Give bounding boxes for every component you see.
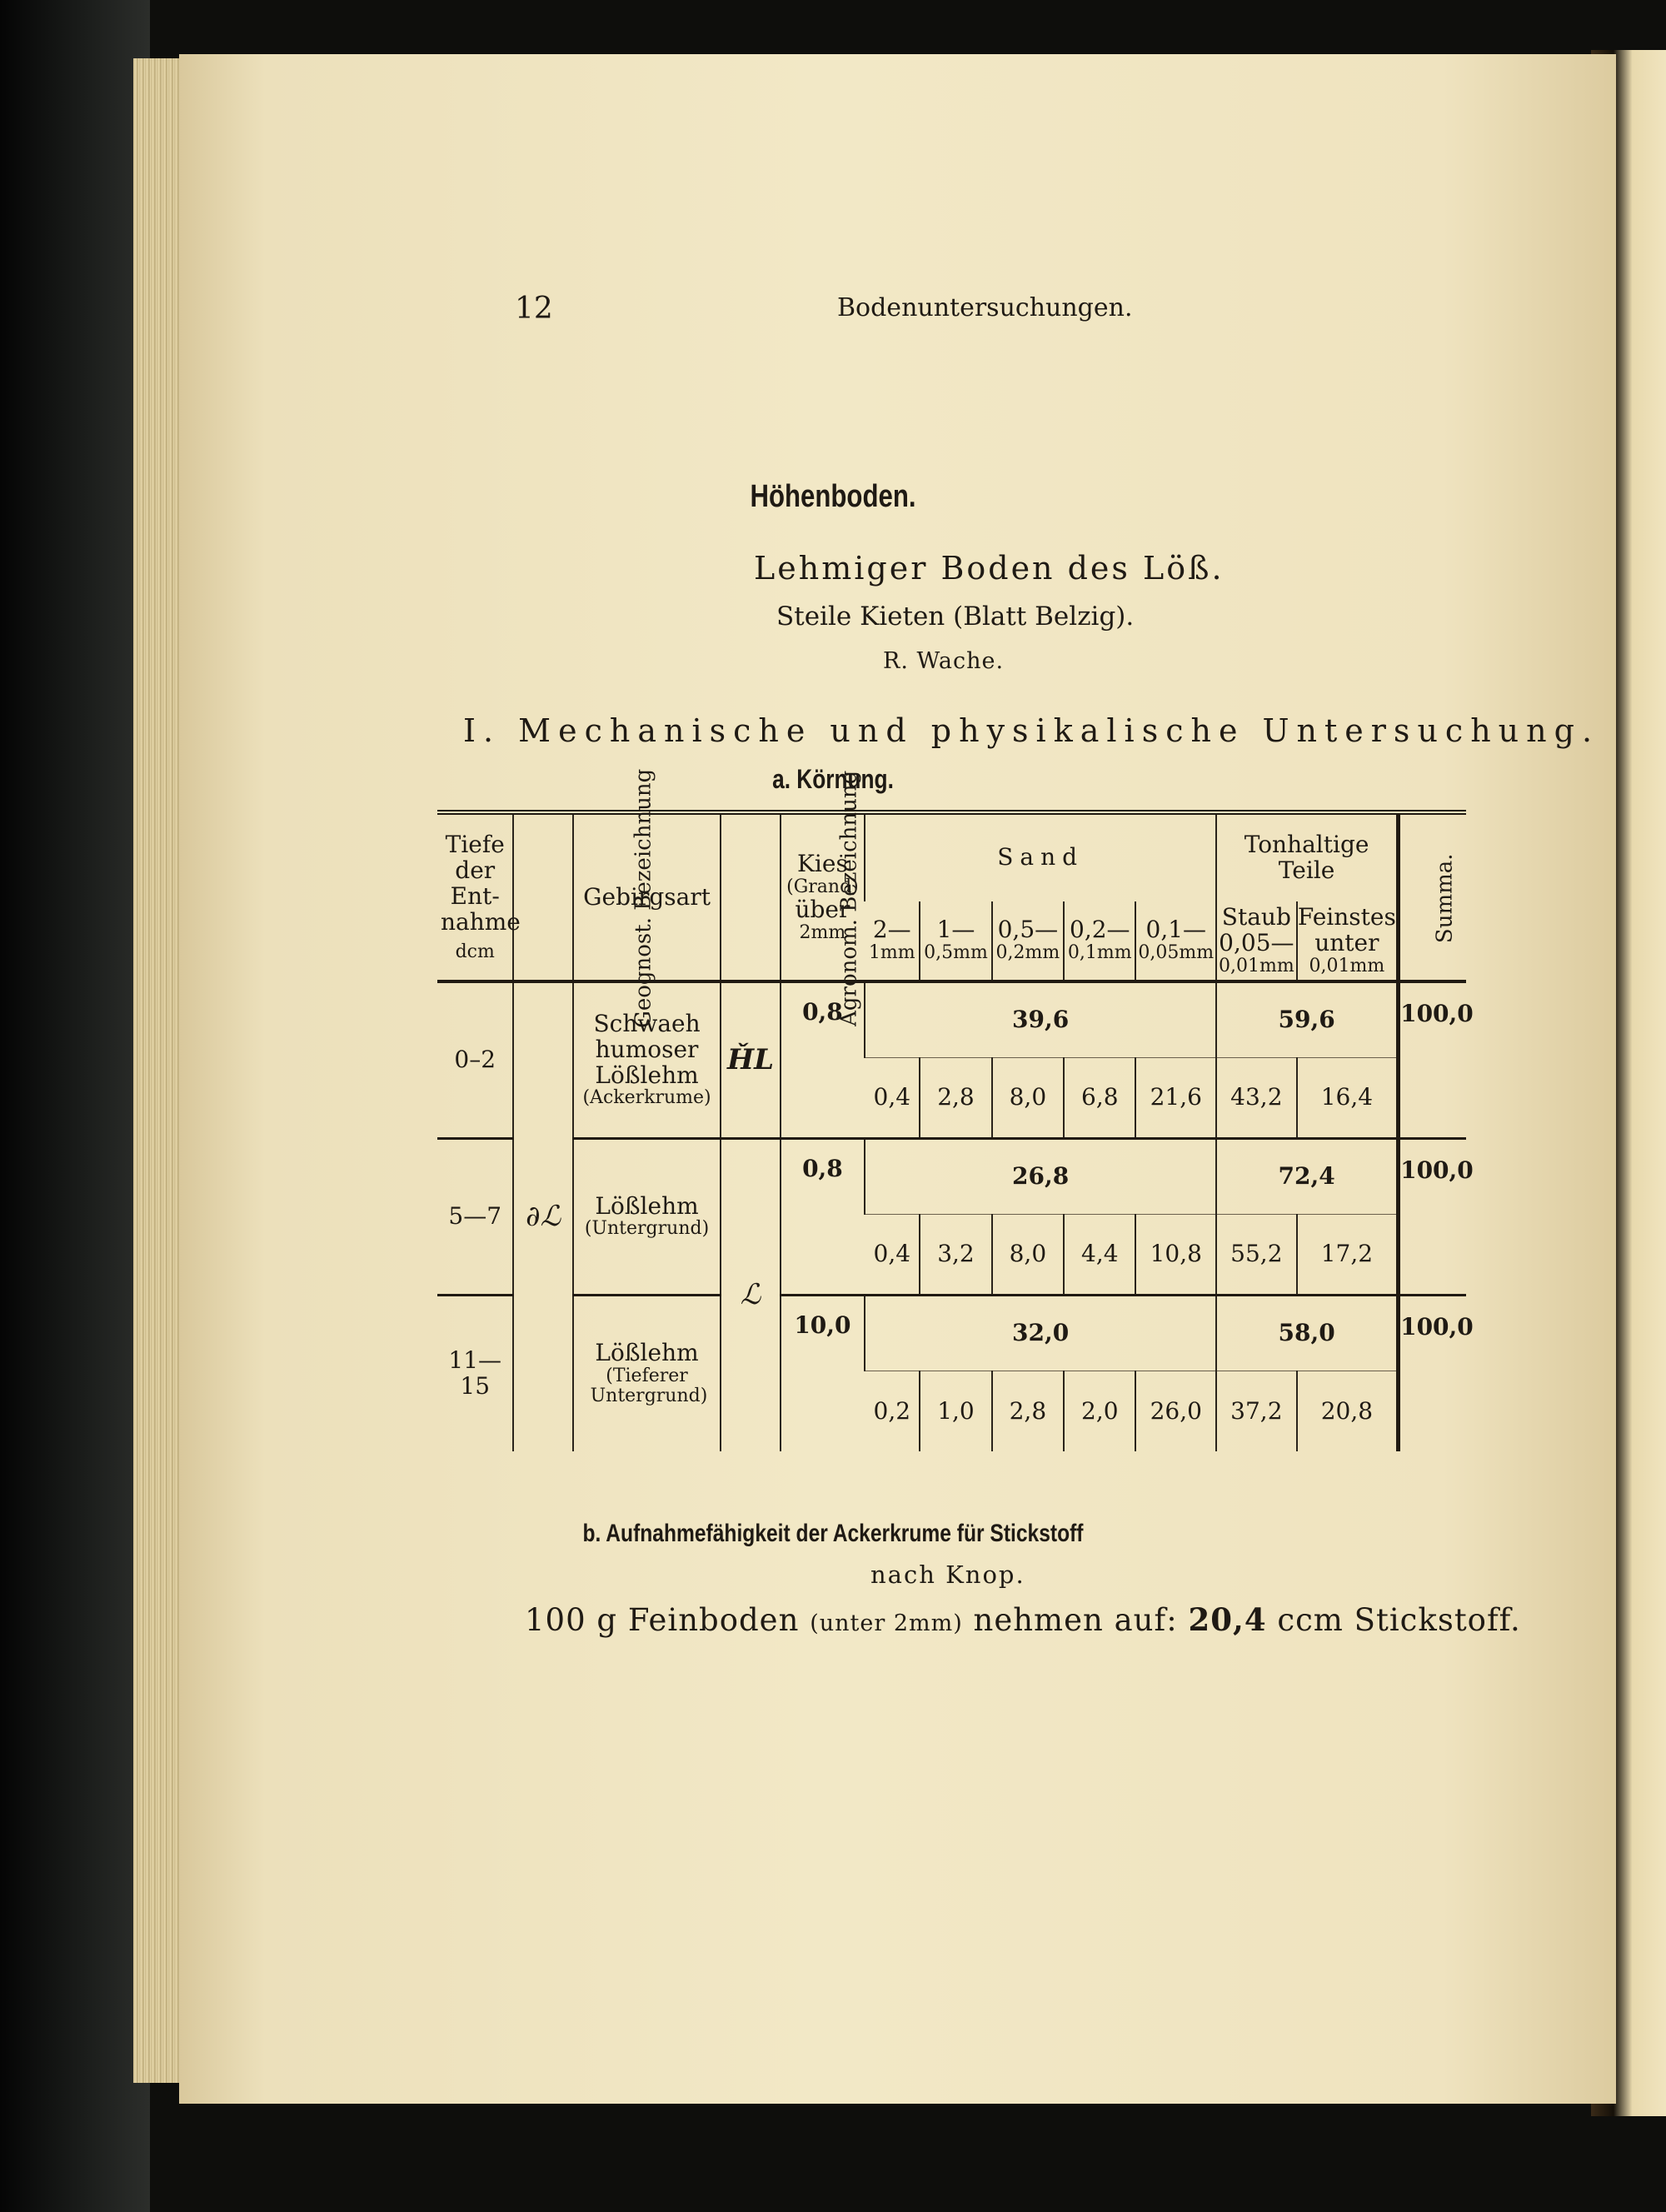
cell-ton: 20,8 [1297, 1371, 1399, 1451]
cell-sand-total: 26,8 [865, 1138, 1216, 1214]
cell-sand: 1,0 [920, 1371, 991, 1451]
header-kies: Kies (Grand) über 2mm [781, 812, 865, 981]
heading-subtitle: Lehmiger Boden des Löß. [754, 550, 1225, 587]
cell-summa: 100,0 [1399, 981, 1466, 1138]
header-ton-col: Feinstes unter 0,01mm [1297, 901, 1399, 982]
cell-tiefe: 11—15 [448, 1346, 502, 1400]
cell-sand: 8,0 [992, 1058, 1064, 1139]
cell-sand: 4,4 [1064, 1215, 1135, 1296]
header-sand-col: 0,1— 0,05mm [1135, 901, 1216, 982]
subsection-b-title: b. Aufnahmefähigkeit der Ackerkrume für Stickstoff [582, 1520, 1084, 1547]
table-row [437, 1138, 1466, 1214]
cell-ton-total: 59,6 [1216, 981, 1399, 1057]
running-head: Bodenuntersuchungen. [837, 293, 1133, 322]
cell-ton: 16,4 [1297, 1058, 1399, 1139]
subsection-b-method: nach Knop. [870, 1560, 1025, 1589]
table-row [437, 1295, 1466, 1371]
book-cover-left [0, 0, 150, 2212]
subsection-a-title: a. Körnung. [772, 764, 894, 794]
cell-gebirgsart: Lößlehm (Untergrund) [573, 1138, 721, 1295]
cell-agronom: ℒ [721, 1138, 780, 1451]
header-agronom: Agronom. Bezeichnung [721, 812, 780, 981]
heading-location: Steile Kieten (Blatt Belzig). [776, 602, 1135, 632]
cell-kies: 0,8 [781, 981, 865, 1138]
cell-sand: 2,8 [920, 1058, 991, 1139]
cell-sand: 2,0 [1064, 1371, 1135, 1451]
cell-sand: 21,6 [1135, 1058, 1216, 1139]
heading-title: Höhenboden. [750, 479, 916, 514]
cell-summa: 100,0 [1399, 1138, 1466, 1295]
cell-tiefe: 5—7 [437, 1138, 513, 1295]
cell-gebirgsart: Lößlehm (Tieferer Untergrund) [573, 1295, 721, 1451]
header-summa: Summa. [1399, 812, 1466, 981]
cell-kies: 0,8 [781, 1138, 865, 1295]
nitrogen-uptake-value: 20,4 [1188, 1601, 1267, 1638]
header-sand-col: 2— 1mm [865, 901, 920, 982]
cell-geognost-symbol: ∂ℒ [513, 981, 572, 1451]
header-tonhaltige: Tonhaltige Teile [1216, 812, 1399, 901]
cell-sand: 0,4 [865, 1058, 920, 1139]
page-number: 12 [515, 292, 553, 326]
cell-sand: 3,2 [920, 1215, 991, 1296]
header-tiefe-unit: dcm [455, 941, 495, 962]
cell-ton-total: 58,0 [1216, 1295, 1399, 1371]
cell-ton: 43,2 [1216, 1058, 1297, 1139]
section-title: I. Mechanische und physikalische Untersuchung. [463, 712, 1600, 749]
cell-sand: 2,8 [992, 1371, 1064, 1451]
cell-sand: 10,8 [1135, 1215, 1216, 1296]
table-row [437, 981, 1466, 1057]
cell-sand: 6,8 [1064, 1058, 1135, 1139]
cell-ton: 37,2 [1216, 1371, 1297, 1451]
header-gebirgsart: Gebirgsart [573, 812, 721, 981]
header-sand-col: 0,2— 0,1mm [1064, 901, 1135, 982]
cell-sand: 0,4 [865, 1215, 920, 1296]
cell-ton: 17,2 [1297, 1215, 1399, 1296]
header-sand: Sand [865, 812, 1216, 901]
cell-sand: 26,0 [1135, 1371, 1216, 1451]
header-sand-col: 1— 0,5mm [920, 901, 991, 982]
cell-kies: 10,0 [781, 1295, 865, 1451]
header-sand-col: 0,5— 0,2mm [992, 901, 1064, 982]
cell-sand: 8,0 [992, 1215, 1064, 1296]
cell-summa: 100,0 [1399, 1295, 1466, 1451]
cell-tiefe: 0–2 [437, 981, 513, 1138]
cell-ton: 55,2 [1216, 1215, 1297, 1296]
header-tiefe: Tiefe der Ent-nahme dcm [437, 812, 513, 981]
cell-sand-total: 32,0 [865, 1295, 1216, 1371]
header-ton-col: Staub 0,05— 0,01mm [1216, 901, 1297, 982]
heading-author: R. Wache. [883, 648, 1005, 674]
nitrogen-uptake-line: 100 g Feinboden (unter 2mm) nehmen auf: 20,4 ccm Stickstoff. [525, 1601, 1521, 1638]
header-geognost: Geognost. Bezeichnung [513, 812, 572, 981]
cell-sand-total: 39,6 [865, 981, 1216, 1057]
cell-agronom: ȞL [721, 981, 780, 1138]
cell-ton-total: 72,4 [1216, 1138, 1399, 1214]
cell-gebirgsart: Schwaeh humoser Lößlehm (Ackerkrume) [573, 981, 721, 1138]
cell-sand: 0,2 [873, 1396, 911, 1425]
